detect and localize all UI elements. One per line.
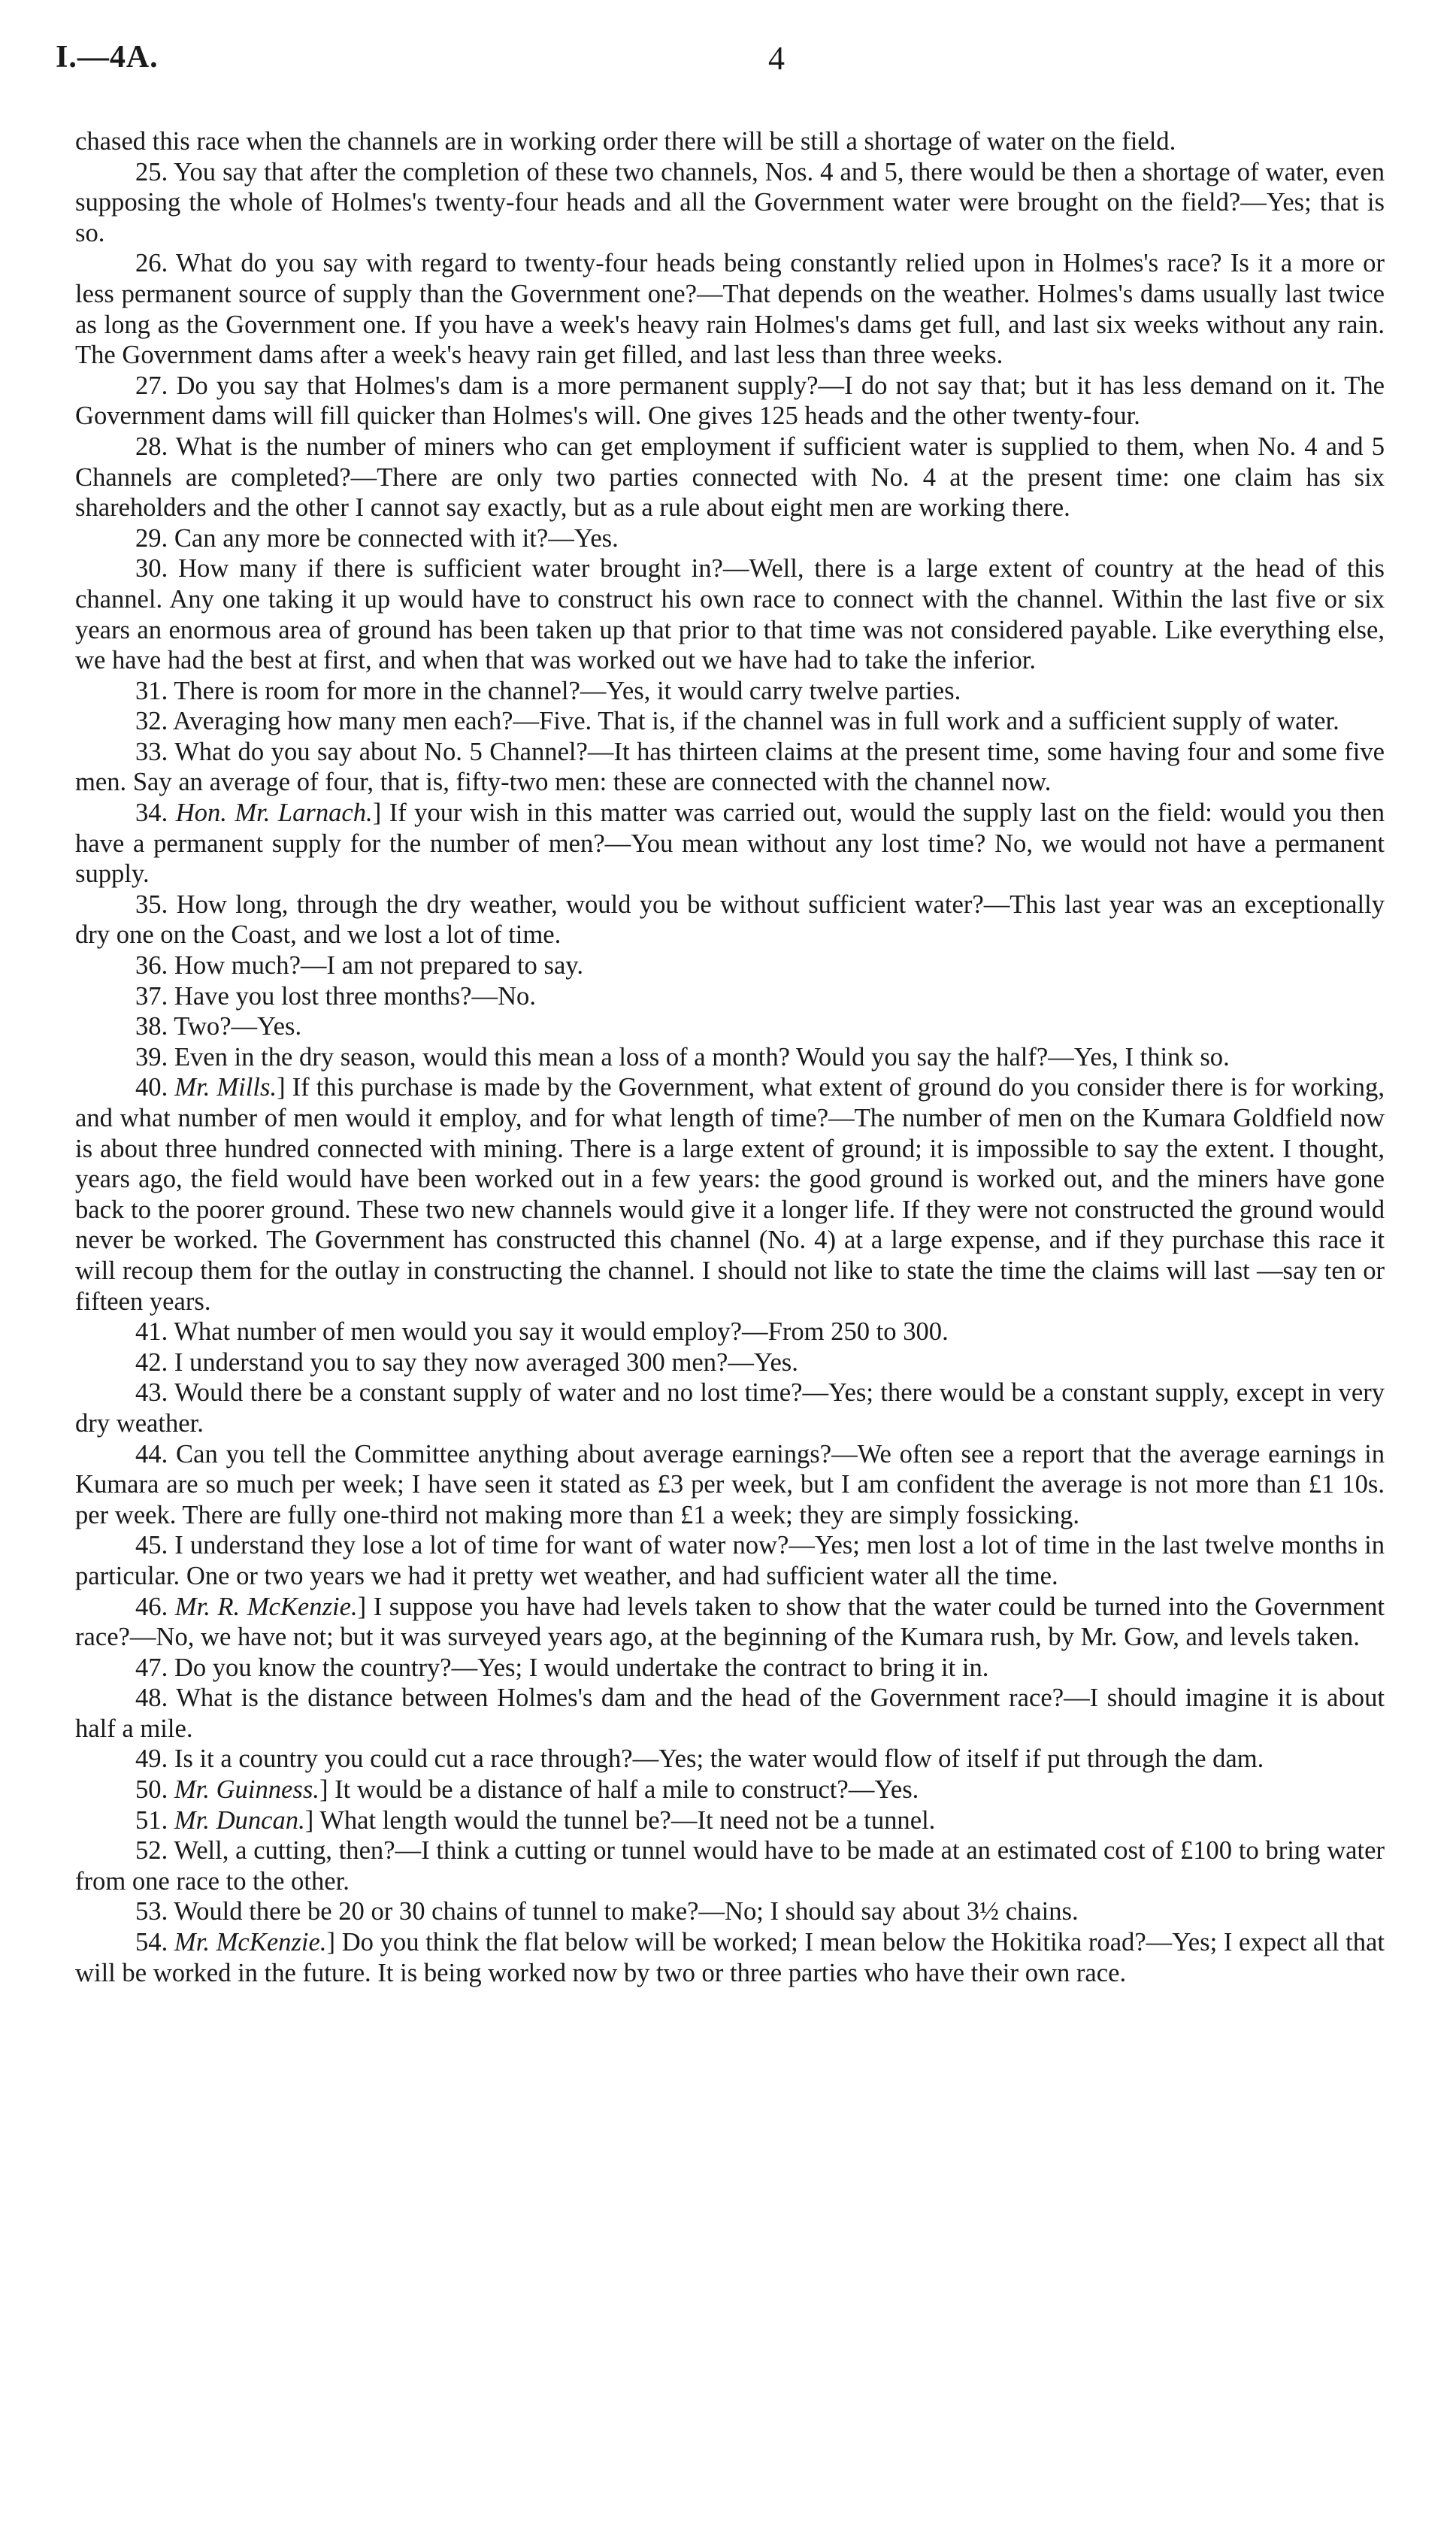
speaker-name: Mr. Mills. — [174, 1073, 277, 1102]
paragraph: 32. Averaging how many men each?—Five. That is, if the channel was in full work and a sufficient supply of water. — [135, 707, 1339, 736]
paragraph: 41. What number of men would you say it would employ?—From 250 to 300. — [135, 1317, 949, 1347]
paragraph: 28. What is the number of miners who can get employment if sufficient water is supplied to them, when No. 4 and 5 Channels are completed?—There are only two parties connected with No. 4 at the present time: one claim has six shareholders and the other I cannot say exactly, but as a rule about eight men are working there. — [75, 432, 1385, 523]
paragraph: 31. There is room for more in the channel?—Yes, it would carry twelve parties. — [135, 676, 961, 705]
speaker-name: Mr. McKenzie. — [174, 1928, 327, 1957]
paragraph: 52. Well, a cutting, then?—I think a cutting or tunnel would have to be made at an estimated cost of £100 to bring water from one race to the other. — [75, 1836, 1385, 1896]
document-reference: I.—4A. — [56, 40, 159, 74]
paragraph: 35. How long, through the dry weather, would you be without sufficient water?—This last year was an exceptionally dry one on the Coast, and we lost a lot of time. — [75, 890, 1385, 950]
paragraph: 26. What do you say with regard to twenty-four heads being constantly relied upon in Holmes's race? Is it a more or less permanent source of supply than the Government one?—That depends on the weather. Holmes's dams usually last twice as long as the Government one. If you have a week's heavy rain Holmes's dams get full, and last six weeks without any rain. The Government dams after a week's heavy rain get filled, and last less than three weeks. — [75, 249, 1385, 370]
speaker-name: Mr. R. McKenzie. — [174, 1592, 358, 1621]
paragraph: 30. How many if there is sufficient water brought in?—Well, there is a large extent of country at the head of this channel. Any one taking it up would have to construct his own race to connect with the channel. Within the last five or six years an enormous area of ground has been taken up that prior to that time was not considered payable. Like everything else, we have had the best at first, and when that was worked out we have had to take the inferior. — [75, 554, 1385, 675]
paragraph: 48. What is the distance between Holmes's dam and the head of the Government race?—I should imagine it is about half a mile. — [75, 1684, 1385, 1743]
paragraph: 50. Mr. Guinness.] It would be a distance of half a mile to construct?—Yes. — [135, 1775, 919, 1805]
speaker-name: Hon. Mr. Larnach. — [175, 799, 373, 828]
paragraph: 37. Have you lost three months?—No. — [135, 981, 536, 1011]
paragraph: 51. Mr. Duncan.] What length would the tunnel be?—It need not be a tunnel. — [135, 1805, 936, 1835]
paragraph: 29. Can any more be connected with it?—Yes. — [135, 523, 619, 553]
paragraph: 34. Hon. Mr. Larnach.] If your wish in this matter was carried out, would the supply last on the field: would you then have a permanent supply for the number of men?—You mean without any lost time? No, we would not have a permanent supply. — [75, 799, 1385, 889]
paragraph: 39. Even in the dry season, would this mean a loss of a month? Would you say the half?—Yes, I think so. — [135, 1042, 1230, 1071]
paragraph: 36. How much?—I am not prepared to say. — [135, 951, 583, 981]
paragraph: 33. What do you say about No. 5 Channel?—It has thirteen claims at the present time, some having four and some five men. Say an average of four, that is, fifty-two men: these are connected with the channel now. — [75, 737, 1385, 797]
paragraph: 54. Mr. McKenzie.] Do you think the flat below will be worked; I mean below the Hokitika road?—Yes; I expect all that will be worked in the future. It is being worked now by two or three parties who have their own race. — [75, 1928, 1385, 1987]
paragraph: 25. You say that after the completion of these two channels, Nos. 4 and 5, there would be then a shortage of water, even supposing the whole of Holmes's twenty-four heads and all the Government water were brought on the field?—Yes; that is so. — [75, 157, 1385, 247]
page-header — [56, 39, 1398, 99]
paragraph: 38. Two?—Yes. — [135, 1012, 302, 1041]
speaker-name: Mr. Duncan. — [174, 1805, 305, 1835]
speaker-name: Mr. Guinness. — [174, 1775, 319, 1805]
paragraph: 47. Do you know the country?—Yes; I would undertake the contract to bring it in. — [135, 1653, 989, 1682]
paragraph: 44. Can you tell the Committee anything about average earnings?—We often see a report that the average earnings in Kumara are so much per week; I have seen it stated as £3 per week, but I am confident the average is not more than £1 10s. per week. There are fully one-third not making more than £1 a week; they are simply fossicking. — [75, 1439, 1385, 1529]
paragraph: 43. Would there be a constant supply of water and no lost time?—Yes; there would be a constant supply, except in very dry weather. — [75, 1378, 1385, 1438]
paragraph: chased this race when the channels are in working order there will be still a shortage of water on the field. — [75, 127, 1176, 156]
paragraph: 53. Would there be 20 or 30 chains of tunnel to make?—No; I should say about 3½ chains. — [135, 1897, 1079, 1926]
page-number: 4 — [768, 40, 785, 77]
paragraph: 27. Do you say that Holmes's dam is a more permanent supply?—I do not say that; but it has less demand on it. The Government dams will fill quicker than Holmes's will. One gives 125 heads and the other twenty-four. — [75, 371, 1385, 431]
paragraph: 40. Mr. Mills.] If this purchase is made by the Government, what extent of ground do you consider there is for working, and what number of men would it employ, and for what length of time?—The number of men on the Kumara Goldfield now is about three hundred connected with mining. There is a large extent of ground; it is impossible to say the extent. I thought, years ago, the field would have been worked out in a few years: the good ground is worked out, and the miners have gone back to the poorer ground. These two new channels would give it a longer life. If they were not constructed the ground would never be worked. The Government has constructed this channel (No. 4) at a large expense, and if they purchase this race it will recoup them for the outlay in constructing the channel. I should not like to state the time the claims will last —say ten or fifteen years. — [75, 1073, 1385, 1316]
document-body — [75, 126, 1385, 1988]
paragraph: 45. I understand they lose a lot of time for want of water now?—Yes; men lost a lot of time in the last twelve months in particular. One or two years we had it pretty wet weather, and had sufficient water all the time. — [75, 1531, 1385, 1590]
paragraph: 46. Mr. R. McKenzie.] I suppose you have had levels taken to show that the water could be turned into the Government race?—No, we have not; but it was surveyed years ago, at the beginning of the Kumara rush, by Mr. Gow, and levels taken. — [75, 1592, 1385, 1652]
paragraph: 42. I understand you to say they now averaged 300 men?—Yes. — [135, 1347, 798, 1377]
paragraph: 49. Is it a country you could cut a race through?—Yes; the water would flow of itself if put through the dam. — [135, 1744, 1264, 1774]
